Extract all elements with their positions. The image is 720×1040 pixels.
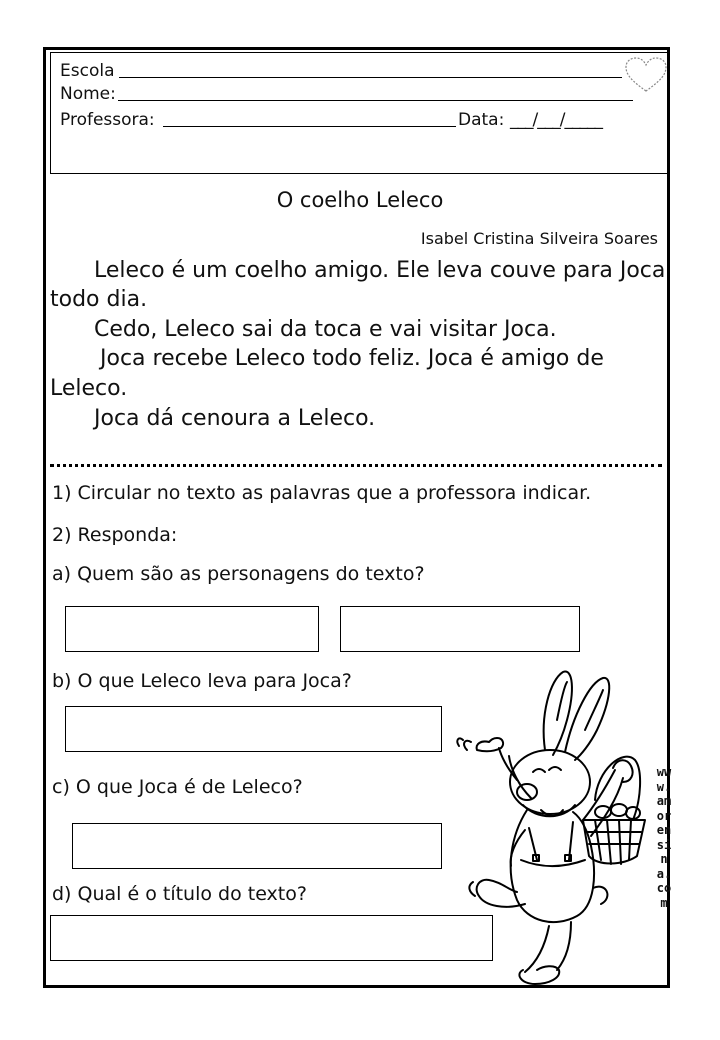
question-2: 2) Responda: xyxy=(52,524,178,546)
question-a: a) Quem são as personagens do texto? xyxy=(52,563,425,585)
date-label: Data: xyxy=(458,110,505,130)
answer-box-d[interactable] xyxy=(50,915,493,961)
school-field[interactable] xyxy=(119,77,622,78)
date-field[interactable]: ___/___/_____ xyxy=(510,110,602,130)
question-b: b) O que Leleco leva para Joca? xyxy=(52,670,352,692)
question-1: 1) Circular no texto as palavras que a professora indicar. xyxy=(52,482,592,504)
dotted-divider xyxy=(50,464,662,467)
heart-icon xyxy=(622,55,670,95)
answer-box-c[interactable] xyxy=(72,823,442,869)
story-line-4: Joca recebe Leleco todo feliz. Joca é amigo de xyxy=(100,346,604,371)
teacher-label: Professora: xyxy=(60,110,155,130)
answer-box-b[interactable] xyxy=(65,706,442,752)
answer-box-a2[interactable] xyxy=(340,606,580,652)
story-line-3: Cedo, Leleco sai da toca e vai visitar Joca. xyxy=(94,317,557,342)
story-author: Isabel Cristina Silveira Soares xyxy=(420,229,658,248)
watermark-text: www.amorensina.com xyxy=(656,765,672,910)
story-line-5: Leleco. xyxy=(50,376,128,401)
story-line-1: Leleco é um coelho amigo. Ele leva couve para Joca xyxy=(94,258,666,283)
question-d: d) Qual é o título do texto? xyxy=(52,883,307,905)
story-title: O coelho Leleco xyxy=(276,188,444,212)
school-label: Escola xyxy=(60,61,115,81)
story-line-6: Joca dá cenoura a Leleco. xyxy=(94,406,376,431)
name-field[interactable] xyxy=(118,100,633,101)
question-c: c) O que Joca é de Leleco? xyxy=(52,776,303,798)
story-line-2: todo dia. xyxy=(50,287,148,312)
bunny-illustration xyxy=(445,660,660,990)
answer-box-a1[interactable] xyxy=(65,606,319,652)
name-label: Nome: xyxy=(60,84,116,104)
teacher-field[interactable] xyxy=(163,126,456,127)
